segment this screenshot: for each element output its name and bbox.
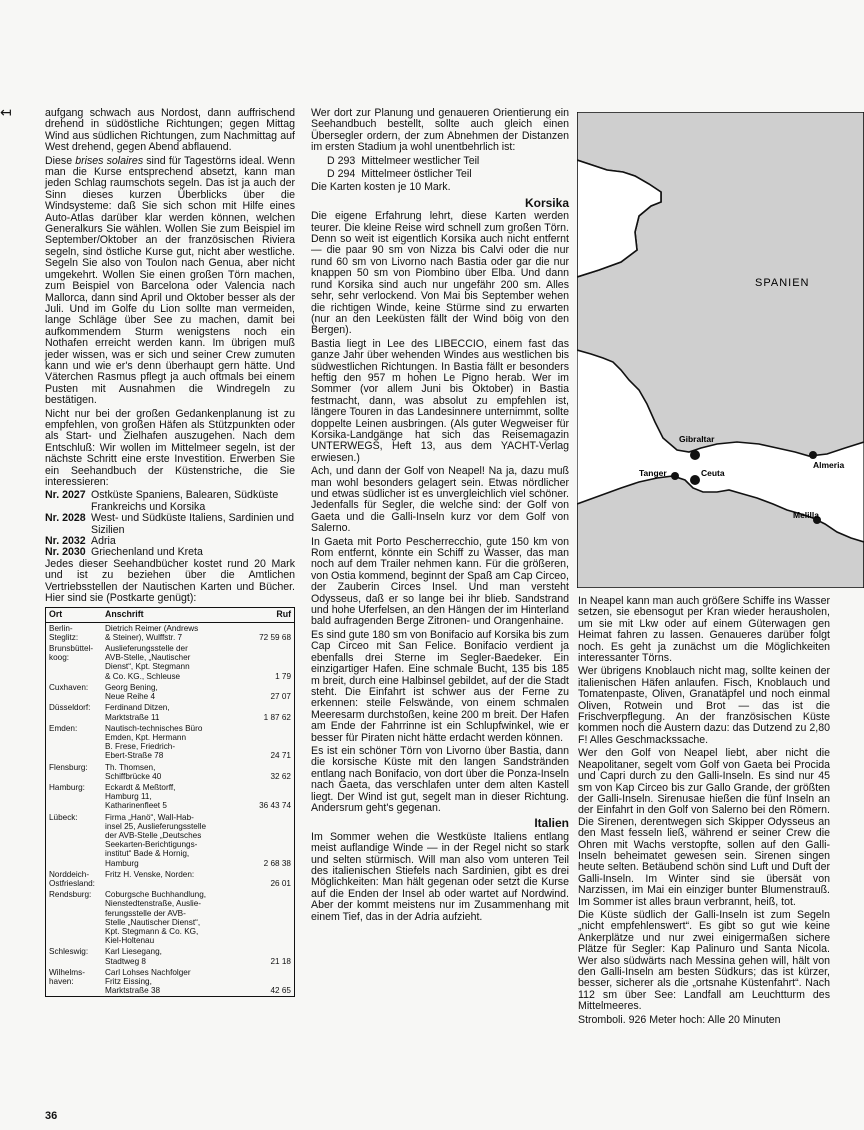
anschrift-cell bbox=[102, 702, 254, 722]
table-header-row bbox=[46, 608, 295, 622]
anschrift-line: Schiffbrücke 40 bbox=[105, 771, 162, 781]
ruf-cell: 26 01 bbox=[270, 878, 291, 888]
anschrift-line: AVB-Stelle, „Nautischer bbox=[105, 653, 191, 663]
handbook-title: West- und Südküste Italiens, Sardinien und Sizilien bbox=[91, 512, 294, 536]
ort-cell bbox=[46, 869, 103, 889]
anschrift-line: Coburgsche Buchhandlung, bbox=[105, 890, 207, 900]
handbook-number: Nr. 2032 bbox=[45, 535, 86, 548]
label-melilla: Melilla bbox=[793, 510, 819, 520]
ruf-cell: 42 65 bbox=[270, 986, 291, 996]
table-row bbox=[46, 782, 295, 812]
chart-entry: D 294 Mittelmeer östlicher Teil bbox=[327, 168, 472, 181]
anschrift-line: Eckardt & Meßtorff, bbox=[105, 782, 176, 792]
ort-cell bbox=[46, 702, 103, 722]
table-row bbox=[46, 643, 295, 682]
ort-line: Schleswig: bbox=[49, 947, 89, 957]
anschrift-line: Katharinenfleet 5 bbox=[105, 801, 167, 811]
anschrift-line: Hamburg 11, bbox=[105, 792, 152, 802]
paragraph: Jedes dieser Seehandbücher kostet rund 20 Mark und ist zu beziehen über die Amtlichen Vertriebsstellen der Nautischen Karten und Bücher. Hier sind sie (Postkarte genügt): bbox=[45, 557, 295, 605]
section-heading-italien: Italien bbox=[534, 816, 569, 831]
tanger-dot bbox=[671, 472, 679, 480]
ruf-cell: 27 07 bbox=[270, 692, 291, 702]
ruf-cell: 1 87 62 bbox=[263, 712, 291, 722]
handbook-title: Ostküste Spaniens, Balearen, Südküste Frankreichs und Korsika bbox=[91, 489, 279, 513]
anschrift-cell bbox=[102, 782, 254, 812]
anschrift-cell bbox=[102, 682, 254, 702]
paragraph: Die Karten kosten je 10 Mark. bbox=[311, 181, 451, 194]
anschrift-line: Neue Reihe 4 bbox=[105, 692, 156, 702]
table-row bbox=[46, 812, 295, 869]
anschrift-line: der AVB-Stelle „Deutsches bbox=[105, 830, 202, 840]
anschrift-line: insel 25, Auslieferungsstelle bbox=[105, 821, 207, 831]
handbook-number: Nr. 2030 bbox=[45, 546, 86, 559]
map-strait-of-gibraltar bbox=[577, 112, 864, 588]
margin-mark: ↤ bbox=[0, 104, 12, 120]
table-row bbox=[46, 946, 295, 966]
paragraph: Wer den Golf von Neapel liebt, aber nicht die Neapolitaner, segelt vom Golf von Gaeta bei Procida und Capri durch zu den Galli-Inseln. Es sind nur 45 sm von Kap Circeo bis zur Gallo Grande, der größten der Galli-Inseln. Sirenusae hießen die fünf Inseln an der Einfahrt in den Golf von Salerno bei den Römern. Die Sirenen, derentwegen sich Skipper Odysseus an den Mast fesseln ließ, während er seiner Crew die Ohren mit Wachs verstopfte, sollen auf den Galli-Inseln beheimatet gewesen sein. Sirenen singen heute selten. Betäubend schön sind Luft und Duft der Galli-Inseln. Im Winter sind sie übersät von Narzissen, im Mai ein einziger bunter Blumenstrauß. Im Sommer ist alles braun verbrannt, heiß, tot. bbox=[578, 747, 830, 908]
ort-line: Lübeck: bbox=[49, 812, 78, 822]
ort-cell bbox=[46, 643, 103, 682]
handbook-item bbox=[45, 490, 295, 513]
anschrift-line: Kpt. Stegmann & Co. KG, bbox=[105, 926, 199, 936]
anschrift-line: Fritz Eissing, bbox=[105, 976, 152, 986]
anschrift-line: Fritz H. Venske, Norden: bbox=[105, 869, 195, 879]
handbook-title: Griechenland und Kreta bbox=[91, 546, 203, 559]
address-table bbox=[45, 607, 295, 997]
ort-line: Hamburg: bbox=[49, 782, 85, 792]
anschrift-cell bbox=[102, 889, 254, 946]
paragraph: Stromboli. 926 Meter hoch: Alle 20 Minuten bbox=[578, 1013, 781, 1026]
ort-line: haven: bbox=[49, 976, 74, 986]
ort-line: Flensburg: bbox=[49, 762, 88, 772]
ceuta-dot bbox=[690, 475, 700, 485]
ruf-cell: 32 62 bbox=[270, 771, 291, 781]
ruf-cell: 72 59 68 bbox=[259, 632, 291, 642]
ort-line: Norddeich- bbox=[49, 869, 90, 879]
handbook-list bbox=[45, 490, 295, 558]
paragraph: Es ist ein schöner Törn von Livorno über Bastia, dann die korsische Küste mit den langen Sandstränden entlang nach Bonifacio, von dort über die Ponza-Inseln nach Gaeta, das verschlafen unter dem alten Kastell liegt. Der Wind ist gut, segelt man in dieser Richtung. Andersrum geht's gegenan. bbox=[311, 744, 569, 814]
anschrift-line: Marktstraße 11 bbox=[105, 712, 160, 722]
ort-cell bbox=[46, 967, 103, 997]
table-row bbox=[46, 762, 295, 782]
emphasis: brises solaires bbox=[75, 154, 144, 167]
chart-entry: D 293 Mittelmeer westlicher Teil bbox=[327, 154, 480, 167]
paragraph: aufgang schwach aus Nordost, dann auffrischend drehend in südöstliche Richtungen; gegen Mittag Wind aus südlichen Richtungen, zum Nachmittag auf West drehend, gegen Abend abflauend. bbox=[45, 107, 295, 154]
almeria-dot bbox=[809, 451, 817, 459]
ruf-cell: 1 79 bbox=[275, 671, 291, 681]
table-row bbox=[46, 622, 295, 643]
ort-cell bbox=[46, 946, 103, 966]
gibraltar-dot bbox=[690, 450, 700, 460]
text-span: Diese bbox=[45, 154, 76, 167]
ort-cell bbox=[46, 812, 103, 869]
column-header: Ort bbox=[46, 608, 103, 622]
anschrift-cell bbox=[102, 869, 254, 889]
address-table-body bbox=[46, 622, 295, 997]
anschrift-line: B. Frese, Friedrich- bbox=[105, 742, 176, 752]
anschrift-line: Firma „Hanö“, Wall-Hab- bbox=[105, 812, 194, 822]
ort-cell bbox=[46, 682, 103, 702]
ort-line: Ostfriesland: bbox=[49, 878, 95, 888]
ruf-cell: 24 71 bbox=[270, 751, 291, 761]
paragraph: Wer dort zur Planung und genaueren Orientierung ein Seehandbuch bestellt, sollte auch gleich einen Übersegler ordern, der zum Abnehmen der Distanzen im ersten Stadium ja wohl unentbehrlich ist: bbox=[311, 107, 569, 154]
anschrift-line: Kiel-Holtenau bbox=[105, 936, 155, 946]
anschrift-line: Auslieferungsstelle der bbox=[105, 644, 188, 654]
anschrift-line: Ebert-Straße 78 bbox=[105, 751, 164, 761]
paragraph: Im Sommer wehen die Westküste Italiens entlang meist auflandige Winde — in der Regel nicht so stark und selten stürmisch. Will man also vom unteren Teil des italienischen Stiefels nach Sardinien, gibt es drei Möglichkeiten: Man hält gegenan oder setzt die Kurse auf die Enden der Insel ab oder wartet auf Nordwind. Aber der kommt meistens nur im Zusammenhang mit einem Tief, das in der Adria aufzieht. bbox=[311, 830, 569, 923]
paragraph: In Neapel kann man auch größere Schiffe ins Wasser setzen, sie ebensogut per Kran wieder herausholen, um sie mit Lkw oder auf einem Güterwagen gen Heimat fahren zu lassen. Genaueres darüber folgt noch. Es geht ja zunächst um die Möglichkeiten interessanter Törns. bbox=[578, 595, 830, 665]
ort-line: Düsseldorf: bbox=[49, 703, 91, 713]
ort-line: Steglitz: bbox=[49, 632, 79, 642]
anschrift-line: Th. Thomsen, bbox=[105, 762, 156, 772]
anschrift-line: Emden, Kpt. Hermann bbox=[105, 732, 187, 742]
anschrift-line: Hamburg bbox=[105, 858, 139, 868]
anschrift-line: Stadtweg 8 bbox=[105, 956, 146, 966]
ruf-cell bbox=[254, 889, 295, 946]
table-row bbox=[46, 682, 295, 702]
paragraph: Es sind gute 180 sm von Bonifacio auf Korsika bis zum Cap Circeo mit San Felice. Bonifacio verdient ja ebenfalls drei Sterne im Segler-Baedeker. Ein einzigartiger Hafen. Eine schmale Bucht, 135 bis 185 m breit, durch eine Halbinsel gebildet, auf der die Stadt steht. Die Einfahrt ist schwer aus der Ferne zu erkennen: steile Felswände, von einem schmalen Meeresarm durchstoßen, keine 200 m breit. Der Hafen am Ende der Fahrrinne ist ein Schlupfwinkel, wie er besser für Piraten nicht hätte erdacht werden können. bbox=[311, 628, 569, 744]
ort-line: Brunsbüttel- bbox=[49, 644, 94, 654]
paragraph: In Gaeta mit Porto Pescherrecchio, gute 150 km von Rom entfernt, könnte ein Schiff zu Wasser, das man noch auf dem Trailer nehmen kann. Für die größeren, von Ostia kommend, beginnt der Spaß am Cap Circeo, der Zauberin Circes Insel. Und man versteht Odysseus, daß er so lange bei ihr blieb. Sandstrand und hohe Uferfelsen, an den Hängen der im Hinterland bald aufragenden Berge Zitronen- und Orangenhaine. bbox=[311, 535, 569, 628]
section-heading-korsika: Korsika bbox=[524, 195, 569, 210]
ruf-cell: 21 18 bbox=[270, 956, 291, 966]
ort-cell bbox=[46, 762, 103, 782]
table-row bbox=[46, 869, 295, 889]
ort-cell bbox=[46, 889, 103, 946]
anschrift-line: Ferdinand Ditzen, bbox=[105, 703, 170, 713]
ort-line: Wilhelms- bbox=[49, 967, 85, 977]
table-row bbox=[46, 702, 295, 722]
ruf-cell: 36 43 74 bbox=[259, 801, 291, 811]
table-row bbox=[46, 723, 295, 762]
column-2 bbox=[311, 108, 569, 925]
handbook-item bbox=[45, 513, 295, 536]
handbook-number: Nr. 2027 bbox=[45, 489, 86, 502]
ort-line: Berlin- bbox=[49, 623, 73, 633]
paragraph: Nicht nur bei der großen Gedankenplanung ist zu empfehlen, von großen Häfen als Stützpunkten oder als Start- und Zielhafen auszugehen. Nach dem Entschluß: Wir wollen im Mittelmeer segeln, ist der nächste Schritt eine erste Investition. Erwerben Sie ein Seehandbuch der Küstenstriche, die Sie interessieren: bbox=[45, 407, 295, 488]
paragraph: Wer übrigens Knoblauch nicht mag, sollte keinen der italienischen Häfen anlaufen. Fisch, Knoblauch und Tomatenpaste, Oliven, Granatäpfel und noch einmal Oliven, Rotwein und Brot — das ist die Frischverpflegung. An der französischen Küste kommen noch die Austern dazu: das Dutzend zu 2,80 F! Alles Geschmackssache. bbox=[578, 665, 830, 746]
text-span: sind für Tagestörns ideal. Wenn man die Kurse entsprechend absetzt, kann man jeden Schlag raumschots segeln. Das ist ja auch der Sinn dieses kurzen Überblicks über die Windsysteme: daß Sie sich schon mit Hilfe eines Auto-Atlas darüber klar werden können, welchen Generalkurs Sie wählen. Wollen Sie zum Beispiel im September/Oktober an der französischen Riviera segeln, sind östliche Kurse gut, nicht aber westliche. Segeln Sie also von Toulon nach Genua, aber nicht umgekehrt. Wollen Sie einen großen Törn machen, zum Beispiel von Barcelona oder Valencia nach Mallorca, dann sind April und Oktober besser als der Juli. Und im Golfe du Lion sollte man vermeiden, lange Schläge über See zu machen, damit bei aufkommendem Sturm wenigstens noch ein Nothafen erreicht werden kann. Im übrigen muß jeder wissen, was er sich und seiner Crew zumuten kann und wie er's denn überhaupt gern hätte. Und Väterchen Rasmus pflegt ja auch oftmals bei einem Pusten mit Ausnahmen die Windregeln zu bestätigen. bbox=[45, 154, 296, 407]
anschrift-cell bbox=[102, 723, 254, 762]
ort-cell bbox=[46, 723, 103, 762]
anschrift-line: Karl Liesegang, bbox=[105, 947, 162, 957]
paragraph bbox=[45, 156, 295, 407]
paragraph: Die Küste südlich der Galli-Inseln ist zum Segeln „nicht empfehlenswert“. Es gibt so gut wie keine Ankerplätze und nur zwei einigermaßen sichere Plätze für Segler: Kap Palinuro und Santa Nicola. Wer also südwärts nach Messina gehen will, hält von den Galli-Inseln am besten Südkurs; das ist kürzer, besser, sicherer als die „ortsnahe Küstenfahrt“. Nach 112 sm über See: Landfall am Leuchtturm des Mittelmeeres. bbox=[578, 908, 830, 1013]
label-almeria: Almeria bbox=[813, 460, 845, 470]
ort-line: Rendsburg: bbox=[49, 890, 92, 900]
anschrift-line: institut“ Bade & Hornig, bbox=[105, 849, 190, 859]
ort-line: koog: bbox=[49, 653, 70, 663]
page-number: 36 bbox=[45, 1110, 58, 1122]
anschrift-cell bbox=[102, 812, 254, 869]
anschrift-cell bbox=[102, 643, 254, 682]
anschrift-cell bbox=[102, 967, 254, 997]
ort-cell bbox=[46, 782, 103, 812]
table-row bbox=[46, 967, 295, 997]
ruf-cell: 2 68 38 bbox=[263, 858, 291, 868]
label-gibraltar: Gibraltar bbox=[679, 434, 715, 444]
ort-line: Cuxhaven: bbox=[49, 682, 89, 692]
paragraph: Bastia liegt in Lee des LIBECCIO, einem fast das ganze Jahr über wehenden Windes aus westlichen bis südwestlichen Richtungen. In Bastia fällt er besonders heftig den 957 m hohen Le Pigno herab. Wer im Sommer (vor allem Juni bis Oktober) in Bastia festmacht, dann, was absolut zu empfehlen ist, längere Touren in das Landesinnere unternimmt, sollte doppelte Leinen ausbringen. (Als guter Wegweiser für Korsika-Landgänge hat sich das Reisemagazin UNTERWEGS, Heft 13, aus dem YACHT-Verlag erwiesen.) bbox=[311, 337, 569, 464]
table-row bbox=[46, 889, 295, 946]
paragraph: Die eigene Erfahrung lehrt, diese Karten werden teurer. Die kleine Reise wird schnell zum großen Törn. Denn so weit ist eigentlich Korsika auch nicht entfernt — die paar 90 sm von Nizza bis Calvi oder die nur rund 60 sm von Livorno nach Bastia oder gar die nur knappen 50 sm von Piombino über Elba. Und dann rund Korsika sind auch nur ungefähr 200 sm. Alles sehr, sehr verlockend. Von Mai bis September wehen die richtigen Winde, keine Stürme sind zu erwarten (nur an den Leeküsten fällt der Wind böig von den Bergen). bbox=[311, 210, 569, 337]
anschrift-line: Marktstraße 38 bbox=[105, 986, 161, 996]
anschrift-line: Georg Bening, bbox=[105, 682, 158, 692]
anschrift-line: Nautisch-technisches Büro bbox=[105, 723, 203, 733]
column-header: Anschrift bbox=[102, 608, 254, 622]
anschrift-line: Seekarten-Berichtigungs- bbox=[105, 840, 198, 850]
column-3 bbox=[578, 596, 830, 1028]
handbook-title: Adria bbox=[91, 535, 116, 548]
anschrift-line: & Co. KG., Schleuse bbox=[105, 671, 181, 681]
label-tanger: Tanger bbox=[639, 468, 667, 478]
anschrift-line: & Steiner), Wulffstr. 7 bbox=[105, 632, 183, 642]
anschrift-cell bbox=[102, 622, 254, 643]
ort-cell bbox=[46, 622, 103, 643]
anschrift-line: Carl Lohses Nachfolger bbox=[105, 967, 191, 977]
handbook-number: Nr. 2028 bbox=[45, 512, 86, 525]
label-ceuta: Ceuta bbox=[701, 468, 725, 478]
column-header: Ruf bbox=[254, 608, 295, 622]
column-1 bbox=[45, 108, 295, 997]
ort-line: Emden: bbox=[49, 723, 78, 733]
label-spanien: SPANIEN bbox=[755, 277, 810, 289]
anschrift-line: Dietrich Reimer (Andrews bbox=[105, 623, 199, 633]
paragraph: Ach, und dann der Golf von Neapel! Na ja, dazu muß man wohl besonders gelagert sein. Etwas nördlicher und etwas südlicher ist es unvergleichlich viel schöner. Jedenfalls für Segler, die welche sind: der Golf von Gaeta und die Galli-Inseln kurz vor dem Golf von Salerno. bbox=[311, 465, 569, 535]
anschrift-line: Stelle „Nautischer Dienst“, bbox=[105, 917, 201, 927]
anschrift-line: Nienstedtenstraße, Auslie- bbox=[105, 899, 202, 909]
anschrift-cell bbox=[102, 946, 254, 966]
anschrift-line: ferungsstelle der AVB- bbox=[105, 908, 186, 918]
anschrift-line: Dienst“, Kpt. Stegmann bbox=[105, 662, 190, 672]
anschrift-cell bbox=[102, 762, 254, 782]
